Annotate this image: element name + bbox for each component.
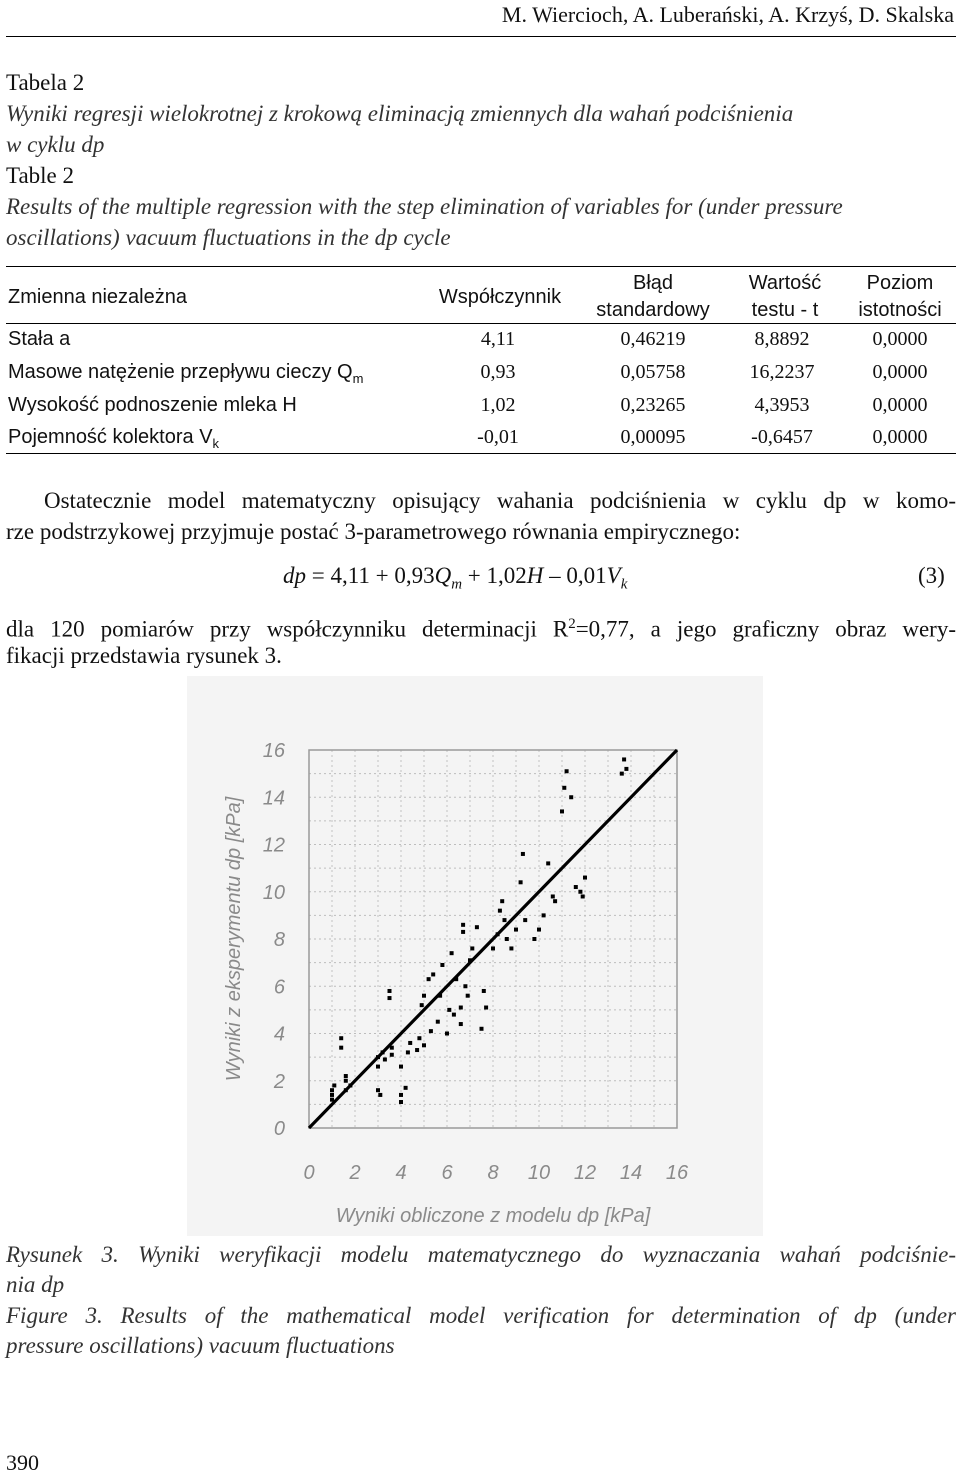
table-title-pl-line-2: w cyklu dp (6, 132, 105, 157)
data-point (537, 928, 541, 932)
data-point (332, 1083, 336, 1087)
y-tick-label: 8 (273, 929, 285, 951)
data-point (422, 994, 426, 998)
data-point (404, 1086, 408, 1090)
table-bottom-rule (6, 453, 956, 454)
x-tick-label: 16 (665, 1162, 689, 1184)
data-point (532, 937, 536, 941)
row-variable-name: Pojemność kolektora V (8, 426, 213, 448)
data-point (348, 1083, 352, 1087)
data-point (427, 977, 431, 981)
table-label-en: Table 2 (6, 163, 75, 188)
data-point (415, 1048, 419, 1052)
row-variable: Stała a (8, 328, 71, 350)
data-point (390, 1046, 394, 1050)
y-tick-label: 6 (273, 976, 285, 999)
data-point (381, 1050, 385, 1054)
y-axis-label: Wyniki z eksperymentu dp [kPa] (223, 796, 245, 1082)
data-point (461, 930, 465, 934)
header-t-value-line-2: testu - t (751, 299, 819, 321)
x-tick-label: 10 (527, 1162, 551, 1184)
data-point (560, 809, 564, 813)
data-point (484, 1006, 488, 1010)
scatter-chart (187, 676, 763, 1236)
data-point (376, 1055, 380, 1059)
data-point (447, 1008, 451, 1012)
page-number: 390 (6, 1450, 39, 1475)
table-title-pl-line-1: Wyniki regresji wielokrotnej z krokową eliminacją zmiennych dla wahań podciśnienia (6, 101, 794, 126)
data-point (514, 928, 518, 932)
data-point (390, 1053, 394, 1057)
row-std-error: 0,23265 (620, 394, 686, 416)
x-tick-label: 8 (487, 1162, 499, 1184)
row-significance: 0,0000 (872, 328, 928, 350)
data-point (553, 899, 557, 903)
row-t-value: -0,6457 (751, 426, 813, 448)
paragraph-1-line-1: Ostatecznie model matematyczny opisujący wahania podciśnienia w cyklu dp w komo- (44, 488, 956, 513)
data-point (562, 786, 566, 790)
x-tick-label: 12 (573, 1162, 597, 1184)
header-t-value-line-1: Wartość (748, 272, 822, 294)
figure-caption-en-line-2: pressure oscillations) vacuum fluctuations (6, 1333, 395, 1358)
data-point (406, 1050, 410, 1054)
data-point (475, 925, 479, 929)
data-point (399, 1065, 403, 1069)
data-point (574, 885, 578, 889)
header-std-error-line-1: Błąd (632, 272, 674, 294)
header-rule (6, 36, 956, 37)
y-tick-label: 16 (262, 740, 285, 762)
data-point (399, 1093, 403, 1097)
row-std-error: 0,46219 (620, 328, 686, 350)
data-point (583, 876, 587, 880)
data-point (420, 1003, 424, 1007)
x-tick-label: 4 (395, 1162, 407, 1184)
equation-3 (283, 563, 627, 594)
row-coefficient: 0,93 (480, 361, 516, 383)
data-point (581, 894, 585, 898)
data-point (500, 899, 504, 903)
data-point (431, 972, 435, 976)
data-point (436, 1020, 440, 1024)
data-point (339, 1036, 343, 1040)
row-variable (8, 361, 363, 386)
data-point (330, 1098, 334, 1102)
data-point (450, 951, 454, 955)
header-variable: Zmienna niezależna (8, 286, 187, 308)
data-point (344, 1079, 348, 1083)
table-label-pl: Tabela 2 (6, 70, 85, 95)
paragraph-1-line-2: rze podstrzykowej przyjmuje postać 3-parametrowego równania empirycznego: (6, 519, 741, 544)
data-point (498, 909, 502, 913)
table-top-rule (6, 266, 956, 267)
equation-var-v-subscript: k (620, 576, 628, 593)
r-squared-superscript: 2 (568, 616, 576, 632)
data-point (344, 1074, 348, 1078)
data-point (521, 852, 525, 856)
equation-var-q: Q (434, 563, 452, 588)
row-std-error: 0,05758 (620, 361, 686, 383)
data-point (383, 1057, 387, 1061)
data-point (399, 1100, 403, 1104)
figure-caption-pl-line-1: Rysunek 3. Wyniki weryfikacji modelu matematycznego do wyznaczania wahań podciśnie- (6, 1242, 956, 1267)
equation-var-q-subscript: m (451, 576, 463, 593)
row-coefficient: 1,02 (480, 394, 516, 416)
data-point (445, 1032, 449, 1036)
data-point (339, 1046, 343, 1050)
data-point (408, 1041, 412, 1045)
table-title-en-line-1: Results of the multiple regression with the step elimination of variables for (under pressure (6, 194, 843, 219)
data-point (330, 1088, 334, 1092)
data-point (376, 1065, 380, 1069)
figure-caption-pl-line-2: nia dp (6, 1272, 65, 1297)
y-tick-label: 10 (262, 881, 285, 904)
row-std-error: 0,00095 (620, 426, 686, 448)
y-tick-label: 12 (262, 834, 285, 857)
x-tick-label: 6 (441, 1162, 453, 1184)
header-significance-line-2: istotności (858, 299, 942, 321)
data-point (578, 890, 582, 894)
table-header-rule (6, 323, 956, 324)
data-point (523, 918, 527, 922)
row-t-value: 8,8892 (754, 328, 810, 350)
data-point (459, 1006, 463, 1010)
data-point (388, 989, 392, 993)
x-axis-label: Wyniki obliczone z modelu dp [kPa] (335, 1205, 651, 1227)
equation-term-1: = 4,11 + 0,93 (306, 563, 435, 588)
header-std-error-line-2: standardowy (596, 299, 710, 321)
equation-number: (3) (918, 563, 945, 588)
equation-term-2: + 1,02 (462, 563, 527, 588)
data-point (438, 994, 442, 998)
data-point (509, 946, 513, 950)
data-point (542, 913, 546, 917)
y-tick-label: 0 (273, 1118, 285, 1140)
row-variable: Wysokość podnoszenie mleka H (8, 394, 297, 416)
figure-caption-en-line-1: Figure 3. Results of the mathematical model verification for determination of dp (under (6, 1303, 956, 1328)
paragraph-2-line-2: fikacji przedstawia rysunek 3. (6, 643, 282, 668)
data-point (620, 772, 624, 776)
data-point (569, 795, 573, 799)
row-t-value: 16,2237 (749, 361, 815, 383)
y-tick-label: 14 (262, 787, 285, 810)
equation-var-h: H (526, 563, 544, 588)
x-tick-label: 2 (349, 1162, 361, 1184)
running-header: M. Wiercioch, A. Luberański, A. Krzyś, D. Skalska (501, 2, 954, 27)
paragraph-2-text-b: =0,77, a jego graficzny obraz wery- (575, 616, 956, 642)
data-point (440, 963, 444, 967)
data-point (378, 1093, 382, 1097)
data-point (330, 1093, 334, 1097)
data-point (491, 946, 495, 950)
data-point (388, 996, 392, 1000)
row-significance: 0,0000 (872, 426, 928, 448)
equation-lhs: dp (283, 563, 306, 588)
data-point (466, 994, 470, 998)
data-point (503, 918, 507, 922)
y-tick-label: 4 (273, 1023, 285, 1046)
data-point (461, 923, 465, 927)
row-variable-subscript: m (352, 371, 364, 386)
header-significance-line-1: Poziom (866, 272, 934, 294)
row-variable-subscript: k (212, 436, 220, 451)
data-point (546, 861, 550, 865)
data-point (452, 1013, 456, 1017)
data-point (505, 937, 509, 941)
data-point (459, 1022, 463, 1026)
row-significance: 0,0000 (872, 394, 928, 416)
x-tick-label: 14 (619, 1162, 643, 1184)
data-point (480, 1027, 484, 1031)
data-point (344, 1088, 348, 1092)
data-point (463, 984, 467, 988)
row-coefficient: 4,11 (480, 328, 516, 350)
row-variable (8, 426, 219, 451)
header-coefficient: Współczynnik (438, 286, 562, 308)
row-coefficient: -0,01 (477, 426, 519, 448)
data-point (376, 1088, 380, 1092)
data-point (565, 769, 569, 773)
x-tick-label: 0 (303, 1162, 315, 1184)
data-point (422, 1043, 426, 1047)
data-point (468, 958, 472, 962)
row-t-value: 4,3953 (754, 394, 810, 416)
data-point (454, 977, 458, 981)
row-significance: 0,0000 (872, 361, 928, 383)
data-point (470, 946, 474, 950)
table-title-en-line-2: oscillations) vacuum fluctuations in the dp cycle (6, 225, 451, 250)
data-point (429, 1029, 433, 1033)
y-tick-label: 2 (273, 1070, 285, 1093)
equation-term-3: – 0,01 (543, 563, 607, 588)
row-variable-name: Masowe natężenie przepływu cieczy Q (8, 361, 353, 383)
data-point (622, 757, 626, 761)
paragraph-2-text-a: dla 120 pomiarów przy współczynniku determinacji R (6, 616, 569, 642)
data-point (482, 989, 486, 993)
data-point (519, 880, 523, 884)
data-point (496, 932, 500, 936)
data-point (417, 1036, 421, 1040)
data-point (551, 894, 555, 898)
data-point (624, 767, 628, 771)
equation-var-v: V (606, 563, 621, 588)
